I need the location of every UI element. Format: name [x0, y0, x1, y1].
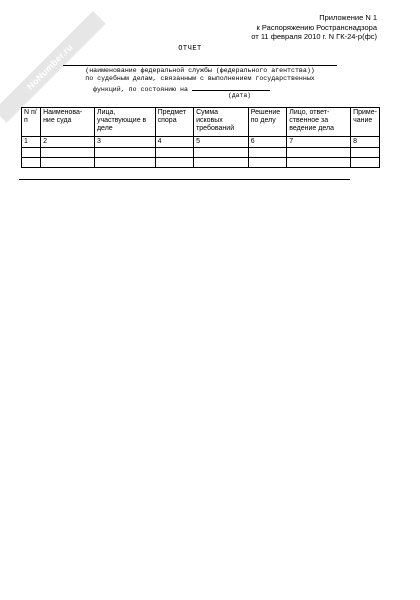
empty-cell — [155, 148, 193, 158]
column-number-cell: 1 — [22, 137, 41, 148]
empty-cell — [22, 148, 41, 158]
report-title: ОТЧЕТ — [178, 45, 202, 53]
date-fill-line — [192, 84, 270, 91]
header-cell: Наименова-ние суда — [41, 108, 95, 137]
appendix-line-3: от 11 февраля 2010 г. N ГК-24-р(фс) — [251, 32, 377, 42]
empty-cell — [351, 148, 380, 158]
date-caption: (дата) — [228, 92, 252, 99]
empty-cell — [194, 148, 249, 158]
table-header-row — [22, 108, 380, 137]
court-cases-table — [21, 107, 380, 168]
header-cell: Приме-чание — [351, 108, 380, 137]
empty-cell — [155, 158, 193, 168]
column-number-cell: 5 — [194, 137, 249, 148]
subtitle-line-1: (наименование федеральной службы (федерального агентства)) — [85, 67, 315, 74]
table-row — [22, 158, 380, 168]
header-cell: Сумма исковых требований — [194, 108, 249, 137]
empty-cell — [22, 158, 41, 168]
empty-cell — [94, 158, 155, 168]
empty-cell — [351, 158, 380, 168]
empty-cell — [41, 158, 95, 168]
column-number-cell: 8 — [351, 137, 380, 148]
table-row — [22, 148, 380, 158]
report-subtitle — [20, 67, 380, 84]
header-cell: Решение по делу — [248, 108, 287, 137]
agency-name-line — [63, 65, 337, 66]
empty-cell — [248, 158, 287, 168]
empty-cell — [94, 148, 155, 158]
empty-cell — [287, 148, 351, 158]
appendix-line-2: к Распоряжению Ространснадзора — [256, 22, 377, 32]
column-number-cell: 7 — [287, 137, 351, 148]
column-number-cell: 2 — [41, 137, 95, 148]
column-number-row — [22, 137, 380, 148]
empty-cell — [194, 158, 249, 168]
column-number-cell: 3 — [94, 137, 155, 148]
empty-cell — [41, 148, 95, 158]
header-cell: Лица, участвующие в деле — [94, 108, 155, 137]
footer-divider — [19, 179, 350, 180]
appendix-line-1: Приложение N 1 — [319, 13, 377, 22]
watermark-text: NoNumber.ru — [25, 42, 75, 92]
subtitle-line-3: функций, по состоянию на — [93, 86, 188, 93]
column-number-cell: 6 — [248, 137, 287, 148]
appendix-header — [251, 13, 377, 42]
empty-cell — [287, 158, 351, 168]
header-cell: N п/п — [22, 108, 41, 137]
column-number-cell: 4 — [155, 137, 193, 148]
header-cell: Лицо, ответ-ственное за ведение дела — [287, 108, 351, 137]
subtitle-line-2: по судебным делам, связанным с выполнением государственных — [85, 75, 315, 83]
empty-cell — [248, 148, 287, 158]
header-cell: Предмет спора — [155, 108, 193, 137]
